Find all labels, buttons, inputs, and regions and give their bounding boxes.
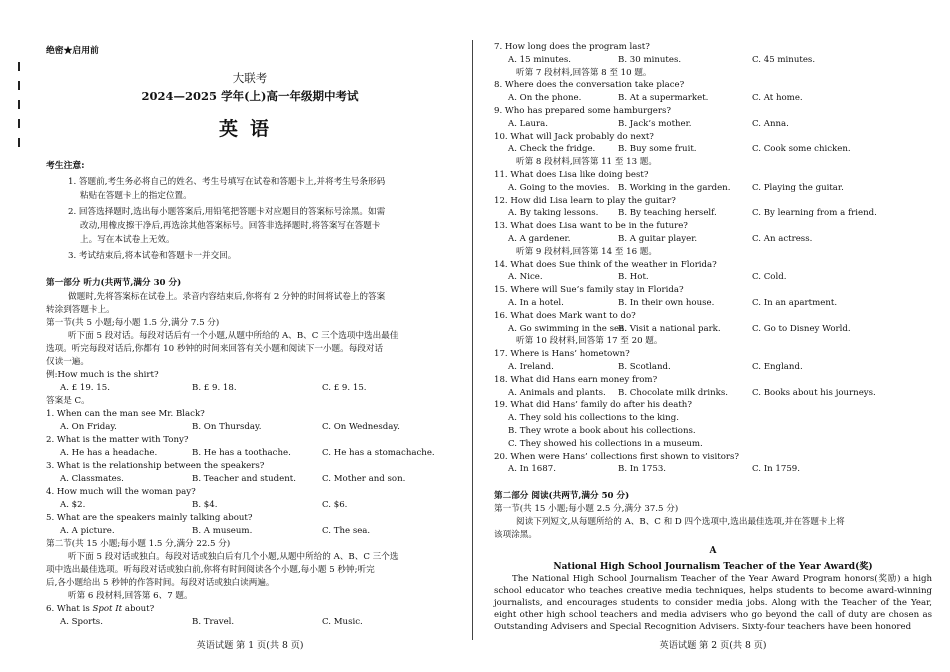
question: 11. What does Lisa like doing best? (494, 170, 649, 180)
part2-heading: 第二部分 阅读(共两节,满分 50 分) (494, 491, 630, 501)
option: A. Animals and plants. (508, 387, 606, 398)
section1-intro: 听下面 5 段对话。每段对话后有一个小题,从题中所给的 A、B、C 三个选项中选出最佳 (68, 331, 399, 341)
notice-line: 2. 回答选择题时,选出每小题答案后,用铅笔把答题卡对应题目的答案标号涂黑。如需 (68, 207, 386, 217)
question: 2. What is the matter with Tony? (46, 435, 189, 445)
notice-line: 1. 答题前,考生务必将自己的姓名、考生号填写在试卷和答题卡上,并将考生号条形码 (68, 177, 386, 187)
part2-section1-heading: 第一节(共 15 小题;每小题 2.5 分,满分 37.5 分) (494, 504, 679, 514)
section2-intro: 后,各小题给出 5 秒钟的作答时间。每段对话或独白读两遍。 (46, 578, 275, 588)
part1-intro: 转涂到答题卡上。 (46, 305, 115, 315)
option: C. At home. (752, 93, 803, 104)
option: A. Ireland. (508, 362, 554, 372)
option: A. Nice. (508, 272, 543, 283)
passage-label: A (709, 546, 717, 556)
option: B. Visit a national park. (618, 323, 721, 334)
notice-line: 上。写在本试卷上无效。 (80, 235, 175, 245)
option: A. Going to the movies. (508, 182, 610, 193)
question: 7. How long does the program last? (494, 42, 650, 52)
option: C. They showed his collections in a museum. (508, 438, 703, 449)
passage-text: The National High School Journalism Teacher of the Year Award Program honors(奖励) a high school educator who teaches creative media techniques, helps students to become award-winning journalists, and encourages students to consider media jobs. Along with the Teacher of the Year, eight other high school teachers and media advisers who go beyond the call of duty are chosen as Outstanding Advisers and Special Recognition Advisers. Sixty-four teachers have been honored (494, 574, 932, 632)
exam-name: 大联考 (232, 71, 268, 85)
question: 4. How much will the woman pay? (46, 487, 196, 497)
notice-line: 粘贴在答题卡上的指定位置。 (80, 191, 192, 201)
example-answer: 答案是 C。 (46, 396, 90, 406)
option: C. Go to Disney World. (752, 323, 851, 334)
subject-title: 英语 (218, 118, 281, 140)
option: B. He has a toothache. (192, 448, 291, 458)
option: A. Check the fridge. (508, 144, 596, 155)
page-footer: 英语试题 第 1 页(共 8 页) (196, 640, 304, 651)
question: 12. How did Lisa learn to play the guitar? (494, 195, 676, 206)
part2-intro: 该项涂黑。 (494, 530, 537, 540)
question: 20. When were Hans’ collections first shown to visitors? (494, 451, 739, 462)
exam-title: 2024—2025 学年(上)高一年级期中考试 (141, 89, 359, 103)
exam-page-2 (474, 0, 950, 672)
question: 18. What did Hans earn money from? (494, 374, 658, 385)
option: A. In 1687. (508, 464, 556, 475)
option: B. At a supermarket. (618, 93, 709, 104)
option: B. £ 9. 18. (192, 383, 237, 393)
option: A. In a hotel. (508, 298, 564, 308)
part2-intro: 阅读下列短文,从每题所给的 A、B、C 和 D 四个选项中,选出最佳选项,并在答题卡上将 (516, 517, 845, 527)
option: A. £ 19. 15. (60, 383, 110, 393)
option: C. The sea. (322, 526, 371, 536)
option: B. $4. (192, 500, 218, 510)
option: C. 45 minutes. (752, 54, 816, 65)
material-instruction: 听第 9 段材料,回答第 14 至 16 题。 (516, 246, 657, 257)
question: 17. Where is Hans’ hometown? (494, 349, 630, 360)
part1-heading: 第一部分 听力(共两节,满分 30 分) (46, 278, 182, 288)
material-instruction: 听第 7 段材料,回答第 8 至 10 题。 (516, 67, 652, 78)
question: 15. Where will Sue’s family stay in Florida? (494, 285, 684, 296)
option: A. By taking lessons. (508, 208, 599, 219)
option: A. $2. (60, 500, 86, 510)
question: 6. What is Spot It about? (46, 604, 155, 614)
option: B. In their own house. (618, 298, 715, 308)
section2-heading: 第二节(共 15 小题;每小题 1.5 分,满分 22.5 分) (46, 539, 231, 549)
option: C. Mother and son. (322, 474, 406, 484)
option: A. 15 minutes. (508, 54, 571, 65)
option: B. Hot. (618, 272, 649, 283)
part1-intro: 做题时,先将答案标在试卷上。录音内容结束后,你将有 2 分钟的时间将试卷上的答案 (68, 292, 386, 302)
option: A. Sports. (60, 617, 103, 627)
option: B. Scotland. (618, 362, 671, 372)
option: C. Cook some chicken. (752, 144, 851, 155)
question: 5. What are the speakers mainly talking about? (46, 513, 253, 523)
secret-mark: 绝密★启用前 (46, 46, 99, 56)
option: B. Teacher and student. (192, 474, 296, 484)
option: C. $6. (322, 500, 348, 510)
option: C. He has a stomachache. (322, 448, 435, 458)
notice-line: 改动,用橡皮擦干净后,再选涂其他答案标号。回答非选择题时,将答案写在答题卡 (80, 221, 381, 231)
option: B. 30 minutes. (618, 54, 682, 65)
option: A. Laura. (508, 118, 548, 129)
page-footer: 英语试题 第 2 页(共 8 页) (659, 640, 767, 651)
question: 9. Who has prepared some hamburgers? (494, 106, 671, 116)
question: 13. What does Lisa want to be in the future? (494, 221, 688, 232)
notice-line: 3. 考试结束后,将本试卷和答题卡一并交回。 (68, 251, 237, 261)
option: C. Music. (322, 617, 363, 627)
option: A. They sold his collections to the king. (508, 413, 679, 424)
option: A. Go swimming in the sea. (508, 323, 627, 334)
section1-intro: 选项。听完每段对话后,你都有 10 秒钟的时间来回答有关小题和阅读下一小题。每段对话 (46, 344, 384, 354)
option: B. On Thursday. (192, 422, 262, 432)
option: B. In 1753. (618, 464, 667, 475)
option: A. He has a headache. (60, 448, 158, 458)
option: B. A guitar player. (618, 234, 698, 244)
option: B. Chocolate milk drinks. (618, 387, 729, 398)
option: B. By teaching herself. (618, 208, 717, 219)
material-instruction: 听第 6 段材料,回答第 6、7 题。 (68, 591, 193, 601)
page-divider (472, 40, 473, 640)
option: C. Anna. (752, 118, 789, 129)
example-question: 例:How much is the shirt? (46, 370, 159, 380)
option: A. On Friday. (60, 422, 117, 432)
option: C. In 1759. (752, 464, 800, 475)
option: A. A picture. (60, 526, 115, 536)
option: C. Cold. (752, 272, 787, 283)
question: 14. What does Sue think of the weather in Florida? (494, 259, 717, 270)
section2-intro: 听下面 5 段对话或独白。每段对话或独白后有几个小题,从题中所给的 A、B、C 三个选 (68, 552, 399, 562)
option: C. On Wednesday. (322, 422, 400, 432)
option: B. Jack’s mother. (618, 118, 692, 129)
exam-page-1 (0, 0, 472, 672)
option: C. An actress. (752, 234, 813, 244)
section1-intro: 仅读一遍。 (46, 357, 89, 367)
question: 19. What did Hans’ family do after his death? (494, 400, 692, 411)
passage-title: National High School Journalism Teacher of the Year Award(奖) (553, 562, 873, 572)
option: C. Playing the guitar. (752, 182, 844, 193)
option: C. £ 9. 15. (322, 383, 367, 393)
section2-intro: 项中选出最佳选项。听每段对话或独白前,你将有时间阅读各个小题,每小题 5 秒钟;听完 (46, 565, 375, 575)
question: 16. What does Mark want to do? (494, 310, 636, 321)
option: B. A museum. (192, 526, 253, 536)
option: C. Books about his journeys. (752, 387, 876, 398)
question: 3. What is the relationship between the speakers? (46, 461, 265, 471)
question: 1. When can the man see Mr. Black? (46, 409, 205, 419)
question: 8. Where does the conversation take place? (494, 80, 685, 91)
option: B. Buy some fruit. (618, 144, 697, 155)
option: B. They wrote a book about his collections. (508, 426, 696, 436)
option: A. Classmates. (60, 474, 124, 484)
section1-heading: 第一节(共 5 小题;每小题 1.5 分,满分 7.5 分) (46, 318, 220, 328)
option: A. On the phone. (508, 93, 582, 104)
notice-heading: 考生注意: (46, 161, 85, 171)
question: 10. What will Jack probably do next? (494, 131, 654, 142)
option: C. England. (752, 362, 803, 372)
option: B. Working in the garden. (618, 182, 731, 193)
option: C. In an apartment. (752, 298, 838, 308)
material-instruction: 听第 8 段材料,回答第 11 至 13 题。 (516, 157, 657, 168)
option: B. Travel. (192, 617, 235, 627)
option: A. A gardener. (508, 234, 571, 244)
material-instruction: 听第 10 段材料,回答第 17 至 20 题。 (516, 336, 663, 347)
option: C. By learning from a friend. (752, 208, 877, 219)
